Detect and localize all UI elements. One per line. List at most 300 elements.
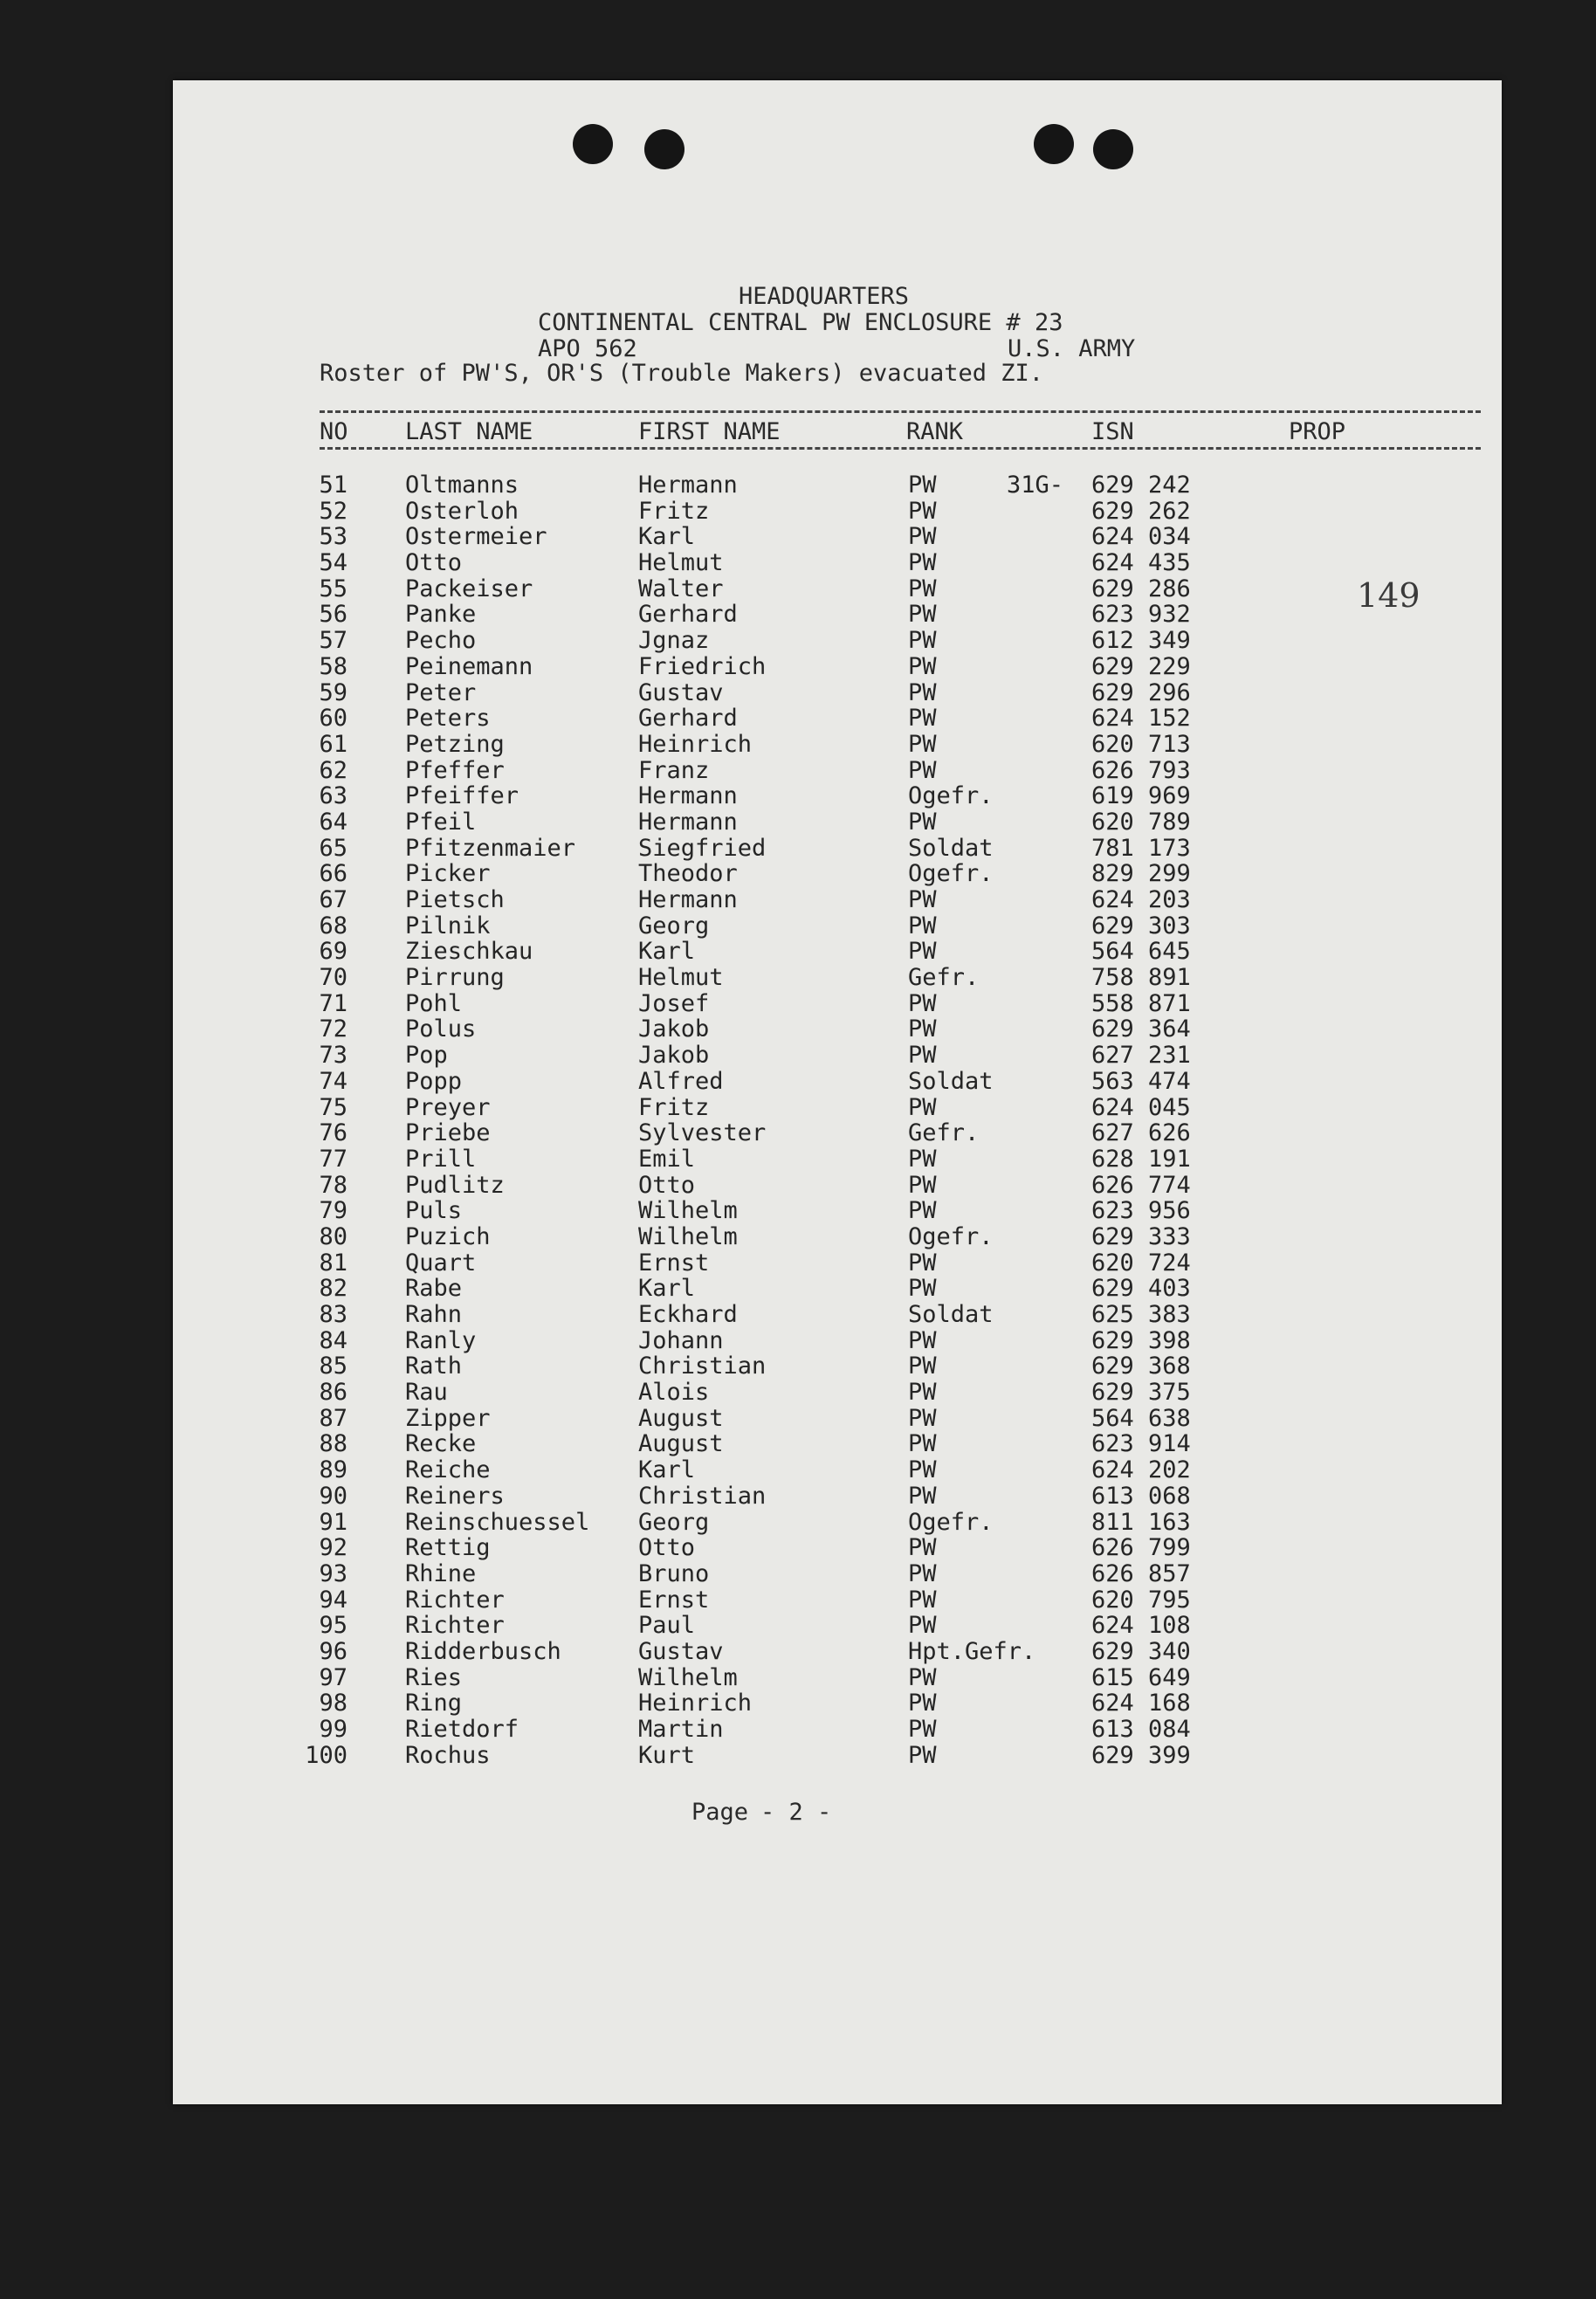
row-number: 51	[319, 472, 347, 499]
isn-cell: 758 891	[1091, 964, 1191, 992]
row-number: 72	[319, 1015, 347, 1043]
last-name-cell: Pfeiffer	[405, 782, 519, 810]
table-row	[173, 1172, 1502, 1198]
col-header-no: NO	[320, 418, 348, 445]
isn-cell: 624 045	[1091, 1093, 1191, 1121]
isn-cell: 624 034	[1091, 523, 1191, 551]
last-name-cell: Rabe	[405, 1275, 463, 1303]
rank-cell: PW	[908, 989, 937, 1017]
first-name-cell: Siegfried	[638, 834, 767, 862]
rank-cell: Soldat	[908, 834, 994, 862]
table-row	[173, 575, 1502, 602]
first-name-cell: Bruno	[638, 1559, 710, 1587]
last-name-cell: Pfeil	[405, 808, 477, 836]
row-number: 99	[319, 1716, 347, 1743]
table-row	[173, 1327, 1502, 1353]
rank-cell: Soldat	[908, 1301, 994, 1328]
table-row	[173, 731, 1502, 757]
rank-cell: Soldat	[908, 1067, 994, 1095]
isn-cell: 623 932	[1091, 601, 1191, 629]
punch-hole	[644, 129, 684, 169]
rank-cell: PW	[908, 1042, 937, 1070]
row-number: 60	[319, 705, 347, 733]
rank-cell: Gefr.	[908, 1119, 980, 1147]
header-apo: APO 562	[538, 335, 637, 362]
first-name-cell: Johann	[638, 1326, 724, 1354]
rank-cell: PW	[908, 601, 937, 629]
row-number: 73	[319, 1042, 347, 1070]
table-row	[173, 1119, 1502, 1146]
row-number: 62	[319, 756, 347, 784]
row-number: 70	[319, 964, 347, 992]
table-row	[173, 1430, 1502, 1456]
rank-cell: Hpt.Gefr.	[908, 1637, 1036, 1665]
table-row	[173, 1638, 1502, 1664]
table-row	[173, 549, 1502, 575]
first-name-cell: Emil	[638, 1145, 696, 1173]
row-number: 84	[319, 1326, 347, 1354]
rank-cell: PW	[908, 472, 937, 499]
isn-cell: 620 724	[1091, 1249, 1191, 1277]
last-name-cell: Pirrung	[405, 964, 505, 992]
last-name-cell: Osterloh	[405, 497, 519, 525]
last-name-cell: Rath	[405, 1353, 463, 1380]
rank-cell: PW	[908, 1353, 937, 1380]
last-name-cell: Otto	[405, 549, 463, 577]
col-header-isn: ISN	[1091, 418, 1134, 445]
row-number: 75	[319, 1093, 347, 1121]
first-name-cell: Hermann	[638, 886, 738, 913]
isn-cell: 620 789	[1091, 808, 1191, 836]
isn-cell: 629 296	[1091, 678, 1191, 706]
last-name-cell: Pecho	[405, 627, 477, 655]
page-number: - 2 -	[760, 1799, 832, 1826]
row-number: 68	[319, 912, 347, 940]
isn-cell: 625 383	[1091, 1301, 1191, 1328]
last-name-cell: Rietdorf	[405, 1716, 519, 1743]
header-enclosure: CONTINENTAL CENTRAL PW ENCLOSURE # 23	[538, 309, 1063, 336]
table-row	[173, 1197, 1502, 1223]
table-row	[173, 1068, 1502, 1094]
rank-cell: PW	[908, 1379, 937, 1407]
row-number: 81	[319, 1249, 347, 1277]
row-number: 77	[319, 1145, 347, 1173]
table-row	[173, 1483, 1502, 1509]
isn-cell: 629 375	[1091, 1379, 1191, 1407]
last-name-cell: Richter	[405, 1586, 505, 1614]
isn-cell: 629 333	[1091, 1222, 1191, 1250]
table-row	[173, 1379, 1502, 1405]
rank-cell: PW	[908, 912, 937, 940]
rank-cell: PW	[908, 1326, 937, 1354]
rank-cell: PW	[908, 1716, 937, 1743]
isn-cell: 626 774	[1091, 1171, 1191, 1199]
first-name-cell: Theodor	[638, 860, 738, 888]
header-army: U.S. ARMY	[1008, 335, 1136, 362]
row-number: 54	[319, 549, 347, 577]
row-number: 71	[319, 989, 347, 1017]
isn-cell: 620 713	[1091, 730, 1191, 758]
last-name-cell: Prill	[405, 1145, 477, 1173]
table-row	[173, 964, 1502, 990]
last-name-cell: Pohl	[405, 989, 463, 1017]
last-name-cell: Panke	[405, 601, 477, 629]
first-name-cell: Otto	[638, 1171, 696, 1199]
first-name-cell: Karl	[638, 938, 696, 966]
isn-cell: 626 793	[1091, 756, 1191, 784]
row-number: 66	[319, 860, 347, 888]
row-number: 83	[319, 1301, 347, 1328]
first-name-cell: Heinrich	[638, 1690, 753, 1717]
row-number: 85	[319, 1353, 347, 1380]
rank-cell: PW	[908, 523, 937, 551]
rank-cell: PW	[908, 1586, 937, 1614]
last-name-cell: Ostermeier	[405, 523, 547, 551]
table-row	[173, 782, 1502, 809]
first-name-cell: Christian	[638, 1482, 767, 1510]
punch-hole	[1034, 124, 1074, 164]
isn-cell: 563 474	[1091, 1067, 1191, 1095]
rank-cell: PW	[908, 1690, 937, 1717]
row-number: 53	[319, 523, 347, 551]
isn-cell: 627 626	[1091, 1119, 1191, 1147]
last-name-cell: Pfeffer	[405, 756, 505, 784]
table-row	[173, 1534, 1502, 1560]
isn-cell: 613 084	[1091, 1716, 1191, 1743]
last-name-cell: Reiners	[405, 1482, 505, 1510]
isn-cell: 624 435	[1091, 549, 1191, 577]
isn-cell: 558 871	[1091, 989, 1191, 1017]
isn-cell: 620 795	[1091, 1586, 1191, 1614]
row-number: 69	[319, 938, 347, 966]
table-row	[173, 1742, 1502, 1768]
last-name-cell: Popp	[405, 1067, 463, 1095]
first-name-cell: Ernst	[638, 1586, 710, 1614]
row-number: 93	[319, 1559, 347, 1587]
table-row	[173, 1456, 1502, 1483]
first-name-cell: Helmut	[638, 549, 724, 577]
isn-cell: 615 649	[1091, 1663, 1191, 1691]
last-name-cell: Ries	[405, 1663, 463, 1691]
row-number: 59	[319, 678, 347, 706]
table-row	[173, 1146, 1502, 1172]
col-header-prop: PROP	[1289, 418, 1346, 445]
table-row	[173, 860, 1502, 886]
last-name-cell: Richter	[405, 1612, 505, 1640]
first-name-cell: Hermann	[638, 782, 738, 810]
first-name-cell: Franz	[638, 756, 710, 784]
first-name-cell: Martin	[638, 1716, 724, 1743]
table-row	[173, 705, 1502, 731]
row-number: 74	[319, 1067, 347, 1095]
isn-cell: 612 349	[1091, 627, 1191, 655]
first-name-cell: Hermann	[638, 472, 738, 499]
rank-cell: PW	[908, 575, 937, 602]
last-name-cell: Peinemann	[405, 652, 533, 680]
rank-cell: Ogefr.	[908, 860, 994, 888]
rank-cell: PW	[908, 938, 937, 966]
first-name-cell: Sylvester	[638, 1119, 767, 1147]
row-number: 78	[319, 1171, 347, 1199]
table-row	[173, 472, 1502, 498]
row-number: 100	[305, 1741, 347, 1769]
first-name-cell: Otto	[638, 1534, 696, 1562]
last-name-cell: Packeiser	[405, 575, 533, 602]
table-row	[173, 1560, 1502, 1587]
table-row	[173, 1275, 1502, 1301]
first-name-cell: Fritz	[638, 1093, 710, 1121]
rank-cell: PW	[908, 1015, 937, 1043]
last-name-cell: Petzing	[405, 730, 505, 758]
first-name-cell: Karl	[638, 523, 696, 551]
last-name-cell: Rau	[405, 1379, 448, 1407]
divider-header	[320, 447, 1481, 450]
rank-cell: PW	[908, 705, 937, 733]
table-row	[173, 1612, 1502, 1638]
rank-cell: PW	[908, 1404, 937, 1432]
table-row	[173, 835, 1502, 861]
isn-cell: 624 168	[1091, 1690, 1191, 1717]
row-number: 97	[319, 1663, 347, 1691]
page-footer	[691, 1799, 843, 1826]
isn-cell: 629 340	[1091, 1637, 1191, 1665]
row-number: 91	[319, 1508, 347, 1536]
row-number: 80	[319, 1222, 347, 1250]
header-roster-title: Roster of PW'S, OR'S (Trouble Makers) evacuated ZI.	[320, 360, 1044, 387]
isn-cell: 629 398	[1091, 1326, 1191, 1354]
table-row	[173, 627, 1502, 653]
row-number: 76	[319, 1119, 347, 1147]
table-row	[173, 1249, 1502, 1276]
isn-cell: 628 191	[1091, 1145, 1191, 1173]
first-name-cell: Paul	[638, 1612, 696, 1640]
first-name-cell: Gustav	[638, 1637, 724, 1665]
punch-hole	[573, 124, 613, 164]
last-name-cell: Zieschkau	[405, 938, 533, 966]
col-header-last-name: LAST NAME	[405, 418, 533, 445]
last-name-cell: Peter	[405, 678, 477, 706]
row-number: 94	[319, 1586, 347, 1614]
first-name-cell: Heinrich	[638, 730, 753, 758]
note-cell: 31G-	[1007, 472, 1064, 499]
row-number: 96	[319, 1637, 347, 1665]
last-name-cell: Pfitzenmaier	[405, 834, 576, 862]
rank-cell: PW	[908, 1482, 937, 1510]
table-row	[173, 912, 1502, 939]
last-name-cell: Puzich	[405, 1222, 491, 1250]
isn-cell: 624 108	[1091, 1612, 1191, 1640]
isn-cell: 629 364	[1091, 1015, 1191, 1043]
last-name-cell: Pietsch	[405, 886, 505, 913]
punch-hole	[1093, 129, 1133, 169]
rank-cell: PW	[908, 627, 937, 655]
row-number: 86	[319, 1379, 347, 1407]
table-row	[173, 601, 1502, 627]
row-number: 87	[319, 1404, 347, 1432]
table-row	[173, 679, 1502, 706]
rank-cell: PW	[908, 1559, 937, 1587]
table-row	[173, 990, 1502, 1016]
last-name-cell: Picker	[405, 860, 491, 888]
isn-cell: 629 403	[1091, 1275, 1191, 1303]
first-name-cell: Karl	[638, 1456, 696, 1484]
isn-cell: 619 969	[1091, 782, 1191, 810]
isn-cell: 564 638	[1091, 1404, 1191, 1432]
table-row	[173, 886, 1502, 912]
table-row	[173, 809, 1502, 835]
last-name-cell: Puls	[405, 1197, 463, 1225]
isn-cell: 829 299	[1091, 860, 1191, 888]
last-name-cell: Zipper	[405, 1404, 491, 1432]
first-name-cell: Walter	[638, 575, 724, 602]
table-row	[173, 1509, 1502, 1535]
row-number: 67	[319, 886, 347, 913]
row-number: 52	[319, 497, 347, 525]
header-title: HEADQUARTERS	[739, 283, 910, 310]
rank-cell: PW	[908, 1171, 937, 1199]
row-number: 90	[319, 1482, 347, 1510]
last-name-cell: Reiche	[405, 1456, 491, 1484]
last-name-cell: Ranly	[405, 1326, 477, 1354]
first-name-cell: Fritz	[638, 497, 710, 525]
row-number: 56	[319, 601, 347, 629]
first-name-cell: Georg	[638, 1508, 710, 1536]
first-name-cell: Gerhard	[638, 601, 738, 629]
isn-cell: 629 262	[1091, 497, 1191, 525]
rank-cell: Ogefr.	[908, 782, 994, 810]
table-row	[173, 1223, 1502, 1249]
first-name-cell: Jakob	[638, 1042, 710, 1070]
first-name-cell: Wilhelm	[638, 1197, 738, 1225]
first-name-cell: Wilhelm	[638, 1663, 738, 1691]
rank-cell: PW	[908, 497, 937, 525]
first-name-cell: Gustav	[638, 678, 724, 706]
first-name-cell: Friedrich	[638, 652, 767, 680]
document-page	[173, 80, 1502, 2104]
last-name-cell: Priebe	[405, 1119, 491, 1147]
isn-cell: 623 956	[1091, 1197, 1191, 1225]
rank-cell: PW	[908, 549, 937, 577]
rank-cell: Ogefr.	[908, 1222, 994, 1250]
rank-cell: PW	[908, 1249, 937, 1277]
page-label: Page	[691, 1799, 749, 1826]
last-name-cell: Rhine	[405, 1559, 477, 1587]
last-name-cell: Pop	[405, 1042, 448, 1070]
rank-cell: PW	[908, 808, 937, 836]
row-number: 98	[319, 1690, 347, 1717]
table-row	[173, 1353, 1502, 1379]
first-name-cell: Gerhard	[638, 705, 738, 733]
first-name-cell: Helmut	[638, 964, 724, 992]
first-name-cell: Karl	[638, 1275, 696, 1303]
rank-cell: PW	[908, 1197, 937, 1225]
row-number: 61	[319, 730, 347, 758]
rank-cell: PW	[908, 886, 937, 913]
rank-cell: Gefr.	[908, 964, 980, 992]
isn-cell: 629 242	[1091, 472, 1191, 499]
isn-cell: 624 152	[1091, 705, 1191, 733]
row-number: 64	[319, 808, 347, 836]
last-name-cell: Rahn	[405, 1301, 463, 1328]
last-name-cell: Ridderbusch	[405, 1637, 561, 1665]
rank-cell: PW	[908, 652, 937, 680]
rank-cell: PW	[908, 678, 937, 706]
isn-cell: 629 399	[1091, 1741, 1191, 1769]
table-row	[173, 498, 1502, 524]
page-stamp-number: 149	[1357, 576, 1421, 615]
last-name-cell: Peters	[405, 705, 491, 733]
table-row	[173, 1301, 1502, 1327]
table-row	[173, 1405, 1502, 1431]
isn-cell: 629 303	[1091, 912, 1191, 940]
table-row	[173, 757, 1502, 783]
last-name-cell: Polus	[405, 1015, 477, 1043]
first-name-cell: Ernst	[638, 1249, 710, 1277]
table-row	[173, 1042, 1502, 1068]
rank-cell: PW	[908, 1663, 937, 1691]
isn-cell: 627 231	[1091, 1042, 1191, 1070]
isn-cell: 564 645	[1091, 938, 1191, 966]
isn-cell: 624 202	[1091, 1456, 1191, 1484]
last-name-cell: Ring	[405, 1690, 463, 1717]
row-number: 89	[319, 1456, 347, 1484]
first-name-cell: Josef	[638, 989, 710, 1017]
row-number: 95	[319, 1612, 347, 1640]
row-number: 55	[319, 575, 347, 602]
table-row	[173, 1015, 1502, 1042]
first-name-cell: Jgnaz	[638, 627, 710, 655]
rank-cell: PW	[908, 730, 937, 758]
rank-cell: PW	[908, 1741, 937, 1769]
row-number: 63	[319, 782, 347, 810]
last-name-cell: Preyer	[405, 1093, 491, 1121]
last-name-cell: Pilnik	[405, 912, 491, 940]
first-name-cell: Christian	[638, 1353, 767, 1380]
rank-cell: PW	[908, 1275, 937, 1303]
last-name-cell: Rettig	[405, 1534, 491, 1562]
isn-cell: 629 286	[1091, 575, 1191, 602]
rank-cell: Ogefr.	[908, 1508, 994, 1536]
table-row	[173, 1587, 1502, 1613]
row-number: 79	[319, 1197, 347, 1225]
row-number: 58	[319, 652, 347, 680]
first-name-cell: Eckhard	[638, 1301, 738, 1328]
row-number: 57	[319, 627, 347, 655]
rank-cell: PW	[908, 1456, 937, 1484]
isn-cell: 629 368	[1091, 1353, 1191, 1380]
isn-cell: 629 229	[1091, 652, 1191, 680]
rank-cell: PW	[908, 1430, 937, 1458]
table-row	[173, 1664, 1502, 1690]
isn-cell: 626 799	[1091, 1534, 1191, 1562]
first-name-cell: Hermann	[638, 808, 738, 836]
last-name-cell: Reinschuessel	[405, 1508, 590, 1536]
first-name-cell: Wilhelm	[638, 1222, 738, 1250]
rank-cell: PW	[908, 756, 937, 784]
last-name-cell: Rochus	[405, 1741, 491, 1769]
row-number: 82	[319, 1275, 347, 1303]
divider-top	[320, 410, 1481, 413]
first-name-cell: Georg	[638, 912, 710, 940]
table-row	[173, 1716, 1502, 1742]
row-number: 65	[319, 834, 347, 862]
table-row	[173, 938, 1502, 964]
isn-cell: 811 163	[1091, 1508, 1191, 1536]
rank-cell: PW	[908, 1612, 937, 1640]
row-number: 92	[319, 1534, 347, 1562]
first-name-cell: Alois	[638, 1379, 710, 1407]
table-row	[173, 653, 1502, 679]
